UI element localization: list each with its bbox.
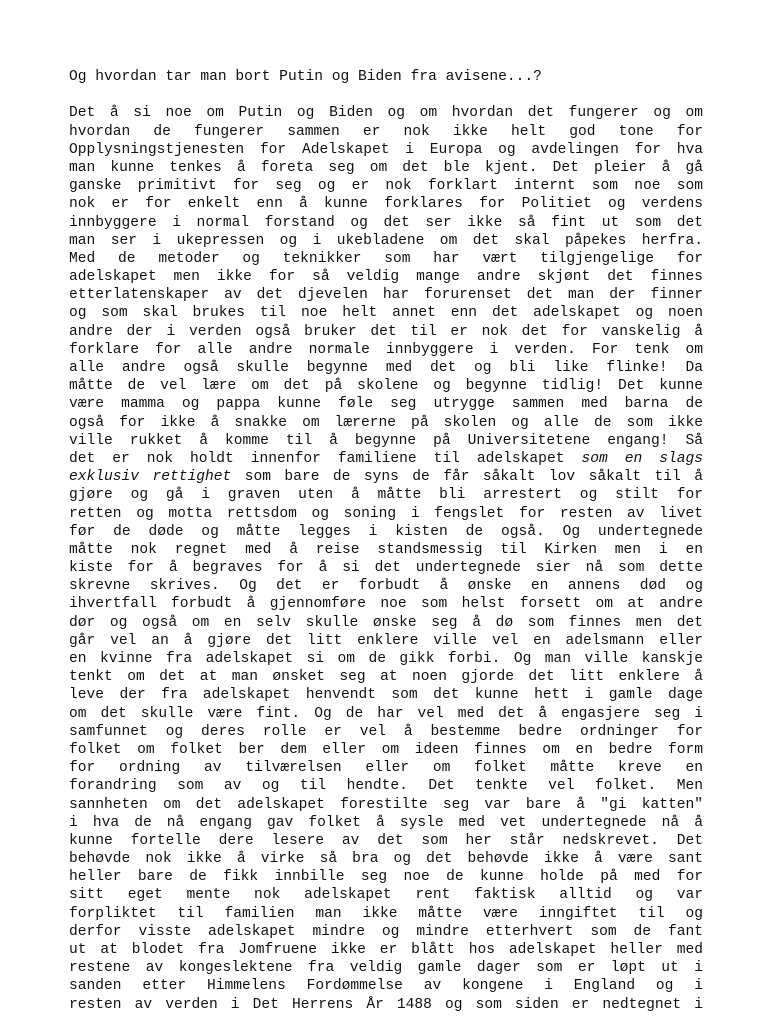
body-line: måtte de vel lære om det på skolene og begynne tidlig! Det kunne (69, 378, 703, 395)
body-line: Det å si noe om Putin og Biden og om hvordan det fungerer og om (69, 105, 703, 122)
body-line: andre der i verden også bruker det til er nok det for vanskelig å (69, 323, 703, 340)
body-line: Med de metoder og teknikker som har vært tilgjengelige for (69, 250, 703, 267)
body-line: være mamma og pappa kunne føle seg utrygge sammen med barna de (69, 396, 703, 413)
body-line: forpliktet til familien man ikke måtte være inngiftet til og (69, 905, 703, 922)
body-line: retten og motta rettsdom og soning i fengslet for resten av livet (69, 505, 703, 522)
body-line: kiste for å begraves for å si det undertegnede sier nå som dette (69, 560, 703, 577)
body-line: forklare for alle andre normale innbyggere i verden. For tenk om (69, 341, 703, 358)
body-line: etterlatenskaper av det djevelen har forurenset det man der finner (69, 287, 703, 304)
italic-emphasis: som en slags (581, 450, 703, 467)
body-line: nok er for enkelt enn å kunne forklares for Politiet og verdens (69, 196, 703, 213)
body-line: resten av verden i Det Herrens År 1488 og som siden er nedtegnet i (69, 996, 703, 1013)
body-line: tenkt om det at man ønsket seg at noen gjorde det litt enklere å (69, 669, 703, 686)
body-segment: som bare de syns de får såkalt lov såkalt til å (231, 469, 703, 486)
body-line: om det skulle være fint. Og de har vel med det å engasjere seg i (69, 705, 703, 722)
document-page (69, 68, 703, 1014)
body-segment: det er nok holdt innenfor familiene til adelskapet (69, 450, 582, 467)
body-line: for ordning av tilværelsen eller om folket måtte kreve en (69, 760, 703, 777)
body-line: samfunnet og deres rolle er vel å bestemme bedre ordninger for (69, 723, 703, 740)
body-line: behøvde nok ikke å virke så bra og det behøvde ikke å være sant (69, 851, 703, 868)
body-line: Opplysningstjenesten for Adelskapet i Europa og avdelingen for hva (69, 141, 703, 158)
body-line: kunne fortelle dere lesere av det som her står nedskrevet. Det (69, 832, 703, 849)
body-line: måtte nok regnet med å reise standsmessig til Kirken men i en (69, 541, 703, 558)
italic-emphasis: exklusiv rettighet (69, 469, 232, 486)
body-line: man ser i ukepressen og i ukebladene om det skal påpekes herfra. (69, 232, 703, 249)
body-line: også for ikke å snakke om lærerne på skolen og alle de som ikke (69, 414, 703, 431)
body-line: ut at blodet fra Jomfruene ikke er blått hos adelskapet heller med (69, 942, 703, 958)
body-line: ihvertfall forbudt å gjennomføre noe som helst forsett om at andre (69, 596, 703, 613)
body-line: gjøre og gå i graven uten å måtte bli arrestert og stilt for (69, 487, 703, 504)
body-line: før de døde og måtte legges i kisten de også. Og undertegnede (69, 523, 703, 540)
body-line: heller bare de fikk innbille seg noe de kunne holde på med for (69, 869, 703, 886)
body-line: hvordan de fungerer sammen er nok ikke helt god tone for (69, 123, 703, 140)
body-line: derfor visste adelskapet mindre og mindre etterhvert som de fant (69, 923, 703, 940)
body-line: alle andre også skulle begynne med det og bli like flinke! Da (69, 360, 703, 376)
body-line: skrevne skrives. Og det er forbudt å ønske en annens død og (69, 578, 703, 595)
body-line: innbyggere i normal forstand og det ser ikke så fint ut som det (69, 214, 703, 231)
body-line: ganske primitivt for seg og er nok forklart internt som noe som (69, 178, 703, 195)
body-line: sanden etter Himmelens Fordømmelse av kongene i England og i (69, 978, 703, 995)
body-line: sitt eget mente nok adelskapet rent faktisk alltid og var (69, 887, 703, 904)
document-title: Og hvordan tar man bort Putin og Biden fra avisene...? (69, 69, 542, 85)
body-line-mixed (69, 450, 703, 468)
body-line: går vel an å gjøre det litt enklere ville vel en adelsmann eller (69, 632, 703, 649)
body-line: ville rukket å komme til å begynne på Universitetene engang! Så (69, 432, 703, 449)
body-line: dør og også om en selv skulle ønske seg å dø som finnes men det (69, 614, 703, 631)
document-body (69, 104, 703, 1013)
body-line: leve der fra adelskapet henvendt som det kunne hett i gamle dage (69, 687, 703, 704)
body-line: adelskapet men ikke for så veldig mange andre skjønt det finnes (69, 269, 703, 286)
body-line: folket om folket ber dem eller om ideen finnes om en bedre form (69, 741, 703, 758)
body-line: en kvinne fra adelskapet si om de gikk forbi. Og man ville kanskje (69, 651, 703, 667)
body-line: forandring som av og til hendte. Det tenkte vel folket. Men (69, 778, 703, 795)
body-line: i hva de nå engang gav folket å sysle med vet undertegnede nå å (69, 814, 703, 831)
body-line: man kunne tenkes å foreta seg om det ble kjent. Det pleier å gå (69, 159, 703, 176)
body-line-mixed (69, 468, 703, 486)
body-line: restene av kongeslektene fra veldig gamle dager som er løpt ut i (69, 960, 703, 977)
body-line: sannheten om det adelskapet forestilte seg var bare å "gi katten" (69, 796, 703, 813)
body-line: og som skal brukes til noe helt annet enn det adelskapet og noen (69, 305, 703, 322)
